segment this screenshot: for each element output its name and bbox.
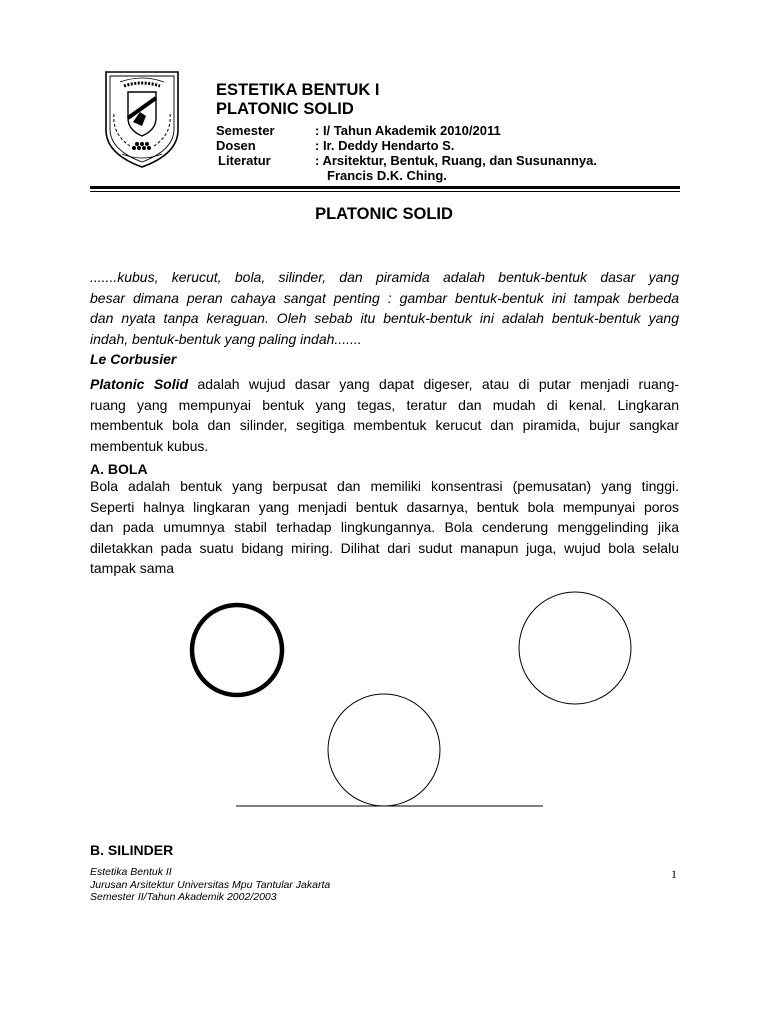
section-a-line: dan pada umumnya stabil terhadap lingkungannya. Bola cenderung menggelinding jika	[90, 519, 679, 535]
intro-line	[90, 374, 679, 395]
section-a-heading: A. BOLA	[90, 461, 148, 477]
section-a-line: tampak sama	[90, 560, 175, 576]
footer-line: Jurusan Arsitektur Universitas Mpu Tantular Jakarta	[90, 878, 331, 891]
course-title: ESTETIKA BENTUK I	[216, 81, 380, 99]
section-a-line: Seperti halnya lingkaran yang menjadi bentuk dasarnya, bentuk bola mempunyai poros	[90, 498, 679, 515]
bold-circle	[192, 605, 282, 695]
section-a-paragraph	[90, 476, 679, 579]
intro-line: membentuk kubus.	[90, 437, 209, 454]
university-crest-logo	[100, 68, 184, 170]
intro-line: ruang yang mempunyai bentuk yang tegas, teratur dan mudah di kenal. Lingkaran	[90, 396, 679, 413]
bola-illustration	[0, 580, 768, 820]
intro-term: Platonic Solid	[90, 376, 189, 392]
thin-circle-right	[519, 592, 631, 704]
section-a-line: diletakkan pada suatu bidang miring. Dilihat dari sudut manapun juga, wujud bola selalu	[90, 539, 679, 556]
section-a-line: Bola adalah bentuk yang berpusat dan memiliki konsentrasi (pemusatan) yang tinggi.	[90, 478, 679, 494]
quote-block	[90, 267, 679, 370]
page-title: PLATONIC SOLID	[315, 205, 453, 223]
footer-line: Semester II/Tahun Akademik 2002/2003	[90, 891, 277, 903]
meta-semester-value: : I/ Tahun Akademik 2010/2011	[315, 123, 501, 138]
meta-dosen-label: Dosen	[216, 138, 256, 153]
meta-semester-label: Semester	[216, 123, 275, 138]
section-b-heading: B. SILINDER	[90, 842, 174, 858]
intro-paragraph	[90, 374, 679, 456]
meta-literatur-value: : Arsitektur, Bentuk, Ruang, dan Susunannya.	[315, 153, 597, 168]
resting-circle	[328, 694, 440, 806]
meta-literatur-label: Literatur	[218, 153, 271, 168]
page-footer	[90, 866, 330, 904]
quote-line: .......kubus, kerucut, bola, silinder, dan piramida adalah bentuk-bentuk dasar yang	[90, 269, 679, 285]
page-number: 1	[671, 867, 677, 881]
meta-literatur-author: Francis D.K. Ching.	[327, 168, 447, 183]
header-rule-thick	[90, 186, 680, 189]
intro-line1-rest: adalah wujud dasar yang dapat digeser, atau di putar menjadi ruang-	[197, 376, 680, 392]
intro-line: membentuk bola dan silinder, segitiga membentuk kerucut dan piramida, bujur sangkar	[90, 417, 679, 433]
quote-line: besar dimana peran cahaya sangat penting : gambar bentuk-bentuk ini tampak berbeda	[90, 289, 679, 306]
quote-line: dan nyata tanpa keraguan. Oleh sebab itu bentuk-bentuk ini adalah bentuk-bentuk yang	[90, 310, 679, 326]
quote-line: indah, bentuk-bentuk yang paling indah.......	[90, 330, 362, 347]
meta-dosen-value: : Ir. Deddy Hendarto S.	[315, 138, 455, 153]
quote-author: Le Corbusier	[90, 351, 177, 367]
header-rule-thin	[90, 191, 680, 192]
footer-line: Estetika Bentuk II	[90, 866, 172, 878]
course-subtitle: PLATONIC SOLID	[216, 100, 354, 118]
